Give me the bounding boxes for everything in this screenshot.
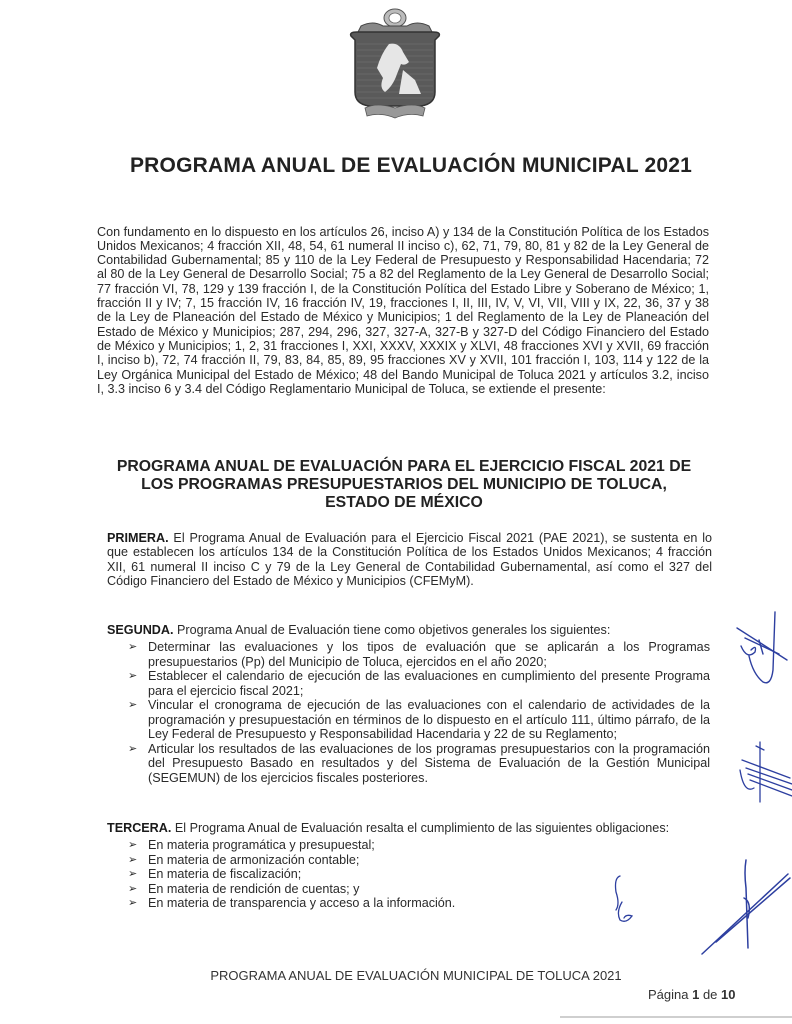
arrow-bullet-icon: ➢ — [128, 699, 138, 711]
arrow-bullet-icon: ➢ — [128, 882, 138, 895]
coat-of-arms-icon — [343, 8, 447, 120]
signature-icon — [700, 858, 792, 958]
clause-primera — [107, 531, 712, 589]
list-item: ➢ En materia de fiscalización; — [128, 867, 302, 881]
list-item: ➢ En materia de armonización contable; — [128, 852, 360, 867]
clause-text: Programa Anual de Evaluación tiene como objetivos generales los siguientes: — [173, 622, 611, 637]
scan-artifact-divider — [560, 1016, 792, 1018]
clause-label: PRIMERA. — [107, 530, 169, 545]
list-item: ➢ Establecer el calendario de ejecución de las evaluaciones en cumplimiento del presente Programa para el ejercicio fiscal 2021; — [128, 669, 710, 698]
page-title: PROGRAMA ANUAL DE EVALUACIÓN MUNICIPAL 2021 — [129, 154, 693, 178]
arrow-bullet-icon: ➢ — [128, 868, 138, 880]
arrow-bullet-icon: ➢ — [128, 670, 138, 682]
signature-initial-icon — [735, 610, 792, 690]
arrow-bullet-icon: ➢ — [128, 742, 138, 755]
footer-title: PROGRAMA ANUAL DE EVALUACIÓN MUNICIPAL DE TOLUCA 2021 — [210, 968, 622, 983]
arrow-bullet-icon: ➢ — [128, 897, 138, 909]
clause-segunda — [107, 623, 712, 638]
arrow-bullet-icon: ➢ — [128, 853, 138, 866]
list-item: ➢ En materia de transparencia y acceso a la información. — [128, 896, 456, 910]
objectives-list — [130, 640, 710, 785]
clause-text: El Programa Anual de Evaluación resalta el cumplimiento de las siguientes obligaciones: — [171, 820, 670, 835]
arrow-bullet-icon: ➢ — [128, 839, 138, 851]
clause-text: El Programa Anual de Evaluación para el Ejercicio Fiscal 2021 (PAE 2021), se sustenta en lo que establecen los artículos 134 de la Constitución Política de los Estados Unidos Mexicanos; 4 fracción XII, 61 numeral II inciso C y 79 de la Ley General de Contabilidad Gubernamental, así como el 327 del Código Financiero del Estado de México y Municipios (CFEMyM). — [107, 530, 712, 589]
section-subtitle: PROGRAMA ANUAL DE EVALUACIÓN PARA EL EJERCICIO FISCAL 2021 DE LOS PROGRAMAS PRESUPUESTARIOS DEL MUNICIPIO DE TOLUCA, ESTADO DE MÉXICO — [116, 458, 692, 512]
signature-initial-icon — [612, 872, 648, 924]
list-item: ➢ En materia de rendición de cuentas; y — [128, 881, 360, 896]
clause-tercera — [107, 821, 712, 836]
list-item: ➢ Determinar las evaluaciones y los tipos de evaluación que se aplicarán a los Programas presupuestarios (Pp) del Municipio de Toluca, ejercidos en el año 2020; — [128, 640, 710, 669]
page-number: Página 1 de 10 — [648, 987, 736, 1002]
clause-label: TERCERA. — [107, 820, 172, 835]
list-item: ➢ Articular los resultados de las evaluaciones de los programas presupuestarios con la programación del Presupuesto Basado en resultados y del Sistema de Evaluación de la Gestión Municipal (SEGEMUN) de los ejercicios fiscales posteriores. — [128, 741, 710, 785]
arrow-bullet-icon: ➢ — [128, 641, 138, 653]
legal-foundation-paragraph: Con fundamento en lo dispuesto en los artículos 26, inciso A) y 134 de la Constitución Política de los Estados Unidos Mexicanos; 4 fracción XII, 48, 54, 61 numeral II inciso c), 62, 71, 79, 80, 81 y 82 de la Ley General de Contabilidad Gubernamental; 85 y 110 de la Ley Federal de Presupuesto y Responsabilidad Hacendaria; 72 al 80 de la Ley General de Desarrollo Social; 75 a 82 del Reglamento de la Ley General de Desarrollo Social; 77 fracción VI, 78, 129 y 139 fracción I, de la Constitución Política del Estado Libre y Soberano de México; 1, fracción II y IV; 7, 15 fracción IV, 16 fracción IV, 19, fracciones I, II, III, IV, V, VI, VII, VIII y IX, 22, 36, 37 y 38 de la Ley de Planeación del Estado de México y Municipios; 1 del Reglamento de la Ley de Planeación del Estado de México y Municipios; 287, 294, 296, 327, 327-A, 327-B y 327-D del Código Financiero del Estado de México y Municipios; 1, 2, 31 fracciones I, XXI, XXXV, XXXIX y XLVI, 48 fracciones XVI y XVII, 69 fracción I, inciso b), 72, 74 fracción II, 79, 83, 84, 85, 89, 95 fracciones XV y XVII, 101 fracción I, 103, 114 y 122 de la Ley Orgánica Municipal del Estado de México; 48 del Bando Municipal de Toluca 2021 y artículos 3.2, inciso I, 3.3 inciso 6 y 3.4 del Código Reglamentario Municipal de Toluca, se extiende el presente: — [97, 224, 709, 396]
total-pages: 10 — [721, 987, 736, 1002]
list-item: ➢ En materia programática y presupuestal; — [128, 838, 375, 852]
current-page: 1 — [692, 987, 700, 1002]
signature-initial-icon — [738, 740, 792, 806]
clause-label: SEGUNDA. — [107, 622, 174, 637]
list-item: ➢ Vincular el cronograma de ejecución de las evaluaciones con el calendario de actividades de la programación y presupuestación en términos de lo dispuesto en el artículo 111, último párrafo, de la Ley Federal de Presupuesto y Responsabilidad Hacendaria y 22 de su Reglamento; — [128, 698, 710, 741]
